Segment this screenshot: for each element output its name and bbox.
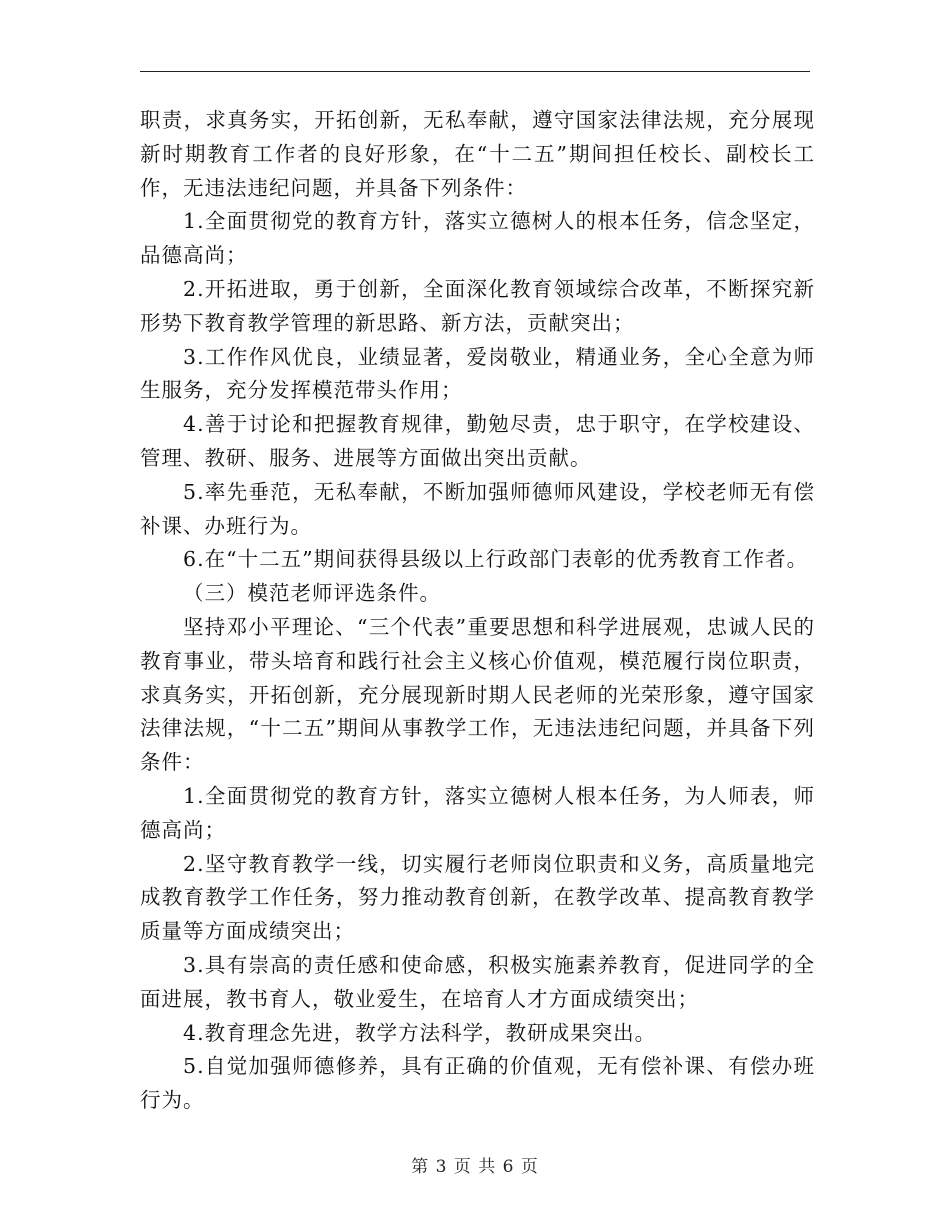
- paragraph: 1.全面贯彻党的教育方针，落实立德树人根本任务，为人师表，师德高尚；: [140, 783, 815, 842]
- page-number: 第 3 页 共 6 页: [411, 1157, 539, 1177]
- paragraph: 2.坚守教育教学一线，切实履行老师岗位职责和义务，高质量地完成教育教学工作任务，努力推动教育创新，在教学改革、提高教育教学质量等方面成绩突出；: [140, 851, 815, 944]
- document-body: [140, 104, 815, 1118]
- paragraph: 5.自觉加强师德修养，具有正确的价值观，无有偿补课、有偿办班行为。: [140, 1054, 815, 1113]
- header-rule: [140, 71, 810, 72]
- paragraph: 4.教育理念先进，教学方法科学，教研成果突出。: [183, 1020, 657, 1045]
- paragraph: 1.全面贯彻党的教育方针，落实立德树人的根本任务，信念坚定，品德高尚；: [140, 209, 815, 268]
- section-heading: （三）模范老师评选条件。: [183, 581, 442, 606]
- paragraph: 5.率先垂范，无私奉献，不断加强师德师风建设，学校老师无有偿补课、办班行为。: [140, 479, 815, 538]
- paragraph: 3.工作作风优良，业绩显著，爱岗敬业，精通业务，全心全意为师生服务，充分发挥模范带头作用；: [140, 344, 815, 403]
- paragraph: 6.在“十二五”期间获得县级以上行政部门表彰的优秀教育工作者。: [183, 547, 809, 572]
- paragraph: 3.具有崇高的责任感和使命感，积极实施素养教育，促进同学的全面进展，教书育人，敬业爱生，在培育人才方面成绩突出；: [140, 952, 815, 1011]
- paragraph: 职责，求真务实，开拓创新，无私奉献，遵守国家法律法规，充分展现新时期教育工作者的良好形象，在“十二五”期间担任校长、副校长工作，无违法违纪问题，并具备下列条件：: [140, 108, 815, 200]
- paragraph: 4.善于讨论和把握教育规律，勤勉尽责，忠于职守，在学校建设、管理、教研、服务、进展等方面做出突出贡献。: [140, 412, 815, 470]
- paragraph: 2.开拓进取，勇于创新，全面深化教育领域综合改革，不断探究新形势下教育教学管理的新思路、新方法，贡献突出；: [140, 276, 815, 335]
- paragraph: 坚持邓小平理论、“三个代表”重要思想和科学进展观，忠诚人民的教育事业，带头培育和践行社会主义核心价值观，模范履行岗位职责，求真务实，开拓创新，充分展现新时期人民老师的光荣形象，遵守国家法律法规，“十二五”期间从事教学工作，无违法违纪问题，并具备下列条件：: [140, 614, 815, 775]
